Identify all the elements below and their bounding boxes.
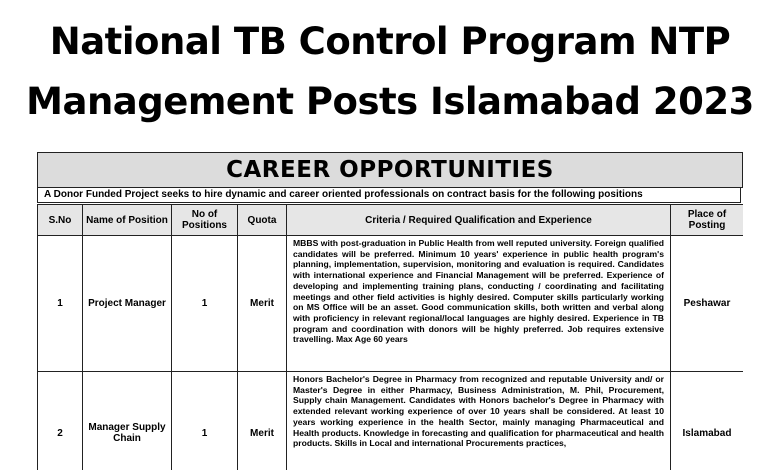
positions-table [37,204,743,470]
row-criteria: MBBS with post-graduation in Public Health from well reputed university. Foreign qualified candidates will be preferred. Minimum 10 years' experience in public health program's planning, implementation, supervision, monitoring and evaluation is required. Candidates with international experience and Financial Management will be preferred. Experience of developing and implementing training plans, conducting / coordinating and facilitating meetings and other field activities is highly desired. Computer skills particularly working on MS Office will be an asset. Good communication skills, both written and verbal along with proficiency in relevant regional/local languages are highly desired. Experience in TB program and coordination with donors will be highly preferred. Job requires extensive travelling. Max Age 60 years [287,236,671,372]
row-sno: 1 [38,236,83,372]
row-sno: 2 [38,372,83,470]
col-header-sno: S.No [38,205,83,236]
headline-line-2: Management Posts Islamabad 2023 [26,80,754,123]
advert-intro-text: A Donor Funded Project seeks to hire dynamic and career oriented professionals on contract basis for the following positions [37,187,741,203]
job-advertisement [37,152,743,470]
col-header-name: Name of Position [83,205,172,236]
row-position-name: Manager Supply Chain [83,372,172,470]
career-opportunities-banner: CAREER OPPORTUNITIES [37,152,743,188]
row-place: Peshawar [671,236,744,372]
headline-line-1: National TB Control Program NTP [49,20,731,63]
row-position-name: Project Manager [83,236,172,372]
col-header-criteria: Criteria / Required Qualification and Experience [287,205,671,236]
row-position-count: 1 [172,372,238,470]
row-position-count: 1 [172,236,238,372]
table-header-row [38,205,744,236]
col-header-num: No of Positions [172,205,238,236]
row-quota: Merit [238,236,287,372]
row-place: Islamabad [671,372,744,470]
row-criteria: Honors Bachelor's Degree in Pharmacy from recognized and reputable University and/ or Master's Degree in either Pharmacy, Business Administration, M. Phil, Procurement, Supply chain Management. Candidates with Honors bachelor's Degree in Pharmacy with extended relevant working experience of over 10 years shall be considered. At least 10 years working experience in the health Sector, mainly managing Pharmaceutical and Health products. Knowledge in forecasting and qualification for pharmaceutical and health products. Skills in Local and international Procurements practices, [287,372,671,470]
col-header-quota: Quota [238,205,287,236]
table-row [38,236,744,372]
row-quota: Merit [238,372,287,470]
col-header-place: Place of Posting [671,205,744,236]
table-row [38,372,744,470]
